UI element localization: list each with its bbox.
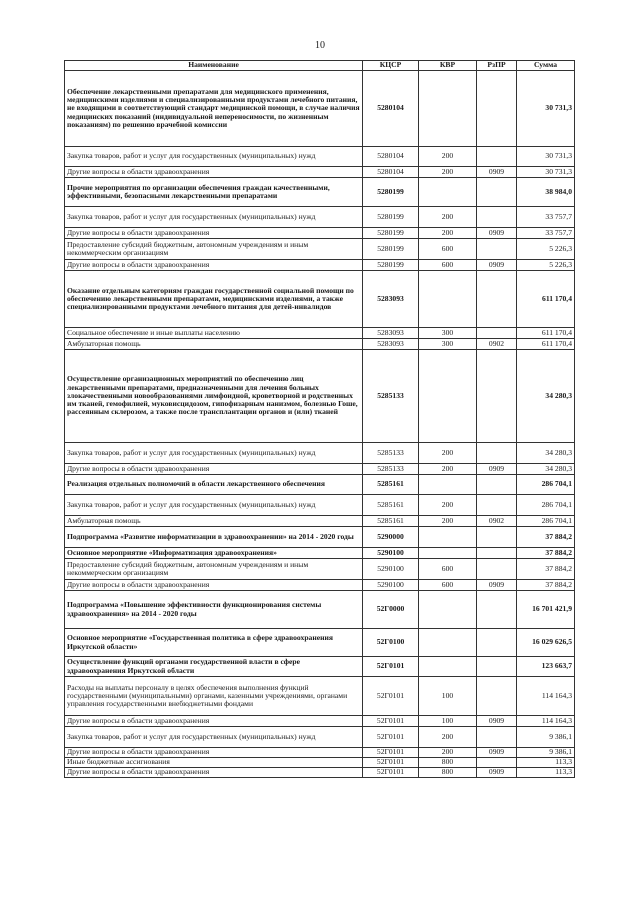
cell-kvr [419,178,477,207]
cell-name: Закупка товаров, работ и услуг для государственных (муниципальных) нужд [65,727,363,748]
cell-name: Иные бюджетные ассигнования [65,758,363,768]
cell-kcsr: 5283093 [363,339,419,350]
cell-sum: 611 170,4 [517,328,575,339]
cell-rzpr: 0909 [477,580,517,591]
cell-kcsr: 5280199 [363,239,419,260]
cell-kcsr: 5290100 [363,580,419,591]
cell-kvr: 200 [419,748,477,758]
cell-sum: 30 731,3 [517,71,575,147]
cell-sum: 37 884,2 [517,527,575,548]
table-header-row [65,61,575,71]
cell-rzpr [477,239,517,260]
cell-rzpr: 0909 [477,464,517,475]
cell-kvr: 200 [419,727,477,748]
cell-rzpr: 0909 [477,768,517,778]
table-row [65,228,575,239]
table-row [65,629,575,657]
cell-name: Другие вопросы в области здравоохранения [65,464,363,475]
cell-kvr [419,271,477,328]
cell-kvr: 200 [419,147,477,167]
table-row [65,495,575,516]
cell-name: Предоставление субсидий бюджетным, автономным учреждениям и иным некоммерческим организациям [65,559,363,580]
budget-table [64,60,575,778]
table-row [65,748,575,758]
cell-sum: 286 704,1 [517,516,575,527]
cell-kcsr: 5285161 [363,475,419,495]
cell-kcsr: 52Г0000 [363,591,419,629]
cell-sum: 34 280,3 [517,443,575,464]
cell-kvr: 200 [419,167,477,178]
header-kcsr: КЦСР [363,61,419,71]
cell-sum: 37 884,2 [517,580,575,591]
cell-rzpr [477,758,517,768]
cell-sum: 9 386,1 [517,748,575,758]
cell-kvr: 100 [419,677,477,716]
cell-name: Осуществление организационных мероприятий по обеспечению лиц лекарственными препаратами, предназначенными для лечения больных злокачественными новообразованиями лимфоидной, кроветворной и родственных им тканей, гемофилией, муковисцидозом, гипофизарным нанизмом, болезнью Гоше, рассеянным склерозом, а также после трансплантации органов и (или) тканей [65,350,363,443]
cell-kcsr: 5290100 [363,548,419,559]
cell-sum: 5 226,3 [517,260,575,271]
cell-kcsr: 5280104 [363,147,419,167]
cell-kcsr: 5285161 [363,516,419,527]
cell-sum: 113,3 [517,758,575,768]
cell-sum: 611 170,4 [517,271,575,328]
cell-name: Основное мероприятие «Государственная политика в сфере здравоохранения Иркутской области» [65,629,363,657]
cell-kcsr: 52Г0100 [363,629,419,657]
cell-kcsr: 52Г0101 [363,748,419,758]
table-row [65,559,575,580]
table-row [65,527,575,548]
cell-sum: 16 029 626,5 [517,629,575,657]
cell-kvr: 300 [419,339,477,350]
cell-rzpr [477,443,517,464]
cell-name: Социальное обеспечение и иные выплаты населению [65,328,363,339]
cell-sum: 33 757,7 [517,207,575,228]
cell-kvr: 200 [419,207,477,228]
cell-kvr: 200 [419,228,477,239]
cell-sum: 611 170,4 [517,339,575,350]
cell-rzpr [477,548,517,559]
cell-sum: 114 164,3 [517,677,575,716]
cell-name: Другие вопросы в области здравоохранения [65,748,363,758]
cell-sum: 5 226,3 [517,239,575,260]
table-row [65,167,575,178]
table-row [65,147,575,167]
cell-rzpr [477,350,517,443]
cell-kcsr: 5290100 [363,559,419,580]
cell-kcsr: 5283093 [363,328,419,339]
cell-name: Закупка товаров, работ и услуг для государственных (муниципальных) нужд [65,495,363,516]
cell-kvr: 600 [419,559,477,580]
cell-kvr: 800 [419,758,477,768]
cell-sum: 286 704,1 [517,495,575,516]
cell-kcsr: 5280104 [363,71,419,147]
cell-kcsr: 5280199 [363,260,419,271]
cell-rzpr: 0909 [477,748,517,758]
cell-rzpr [477,207,517,228]
cell-sum: 34 280,3 [517,464,575,475]
table-row [65,328,575,339]
table-row [65,71,575,147]
cell-sum: 16 701 421,9 [517,591,575,629]
cell-rzpr [477,591,517,629]
cell-kcsr: 5280199 [363,228,419,239]
cell-name: Предоставление субсидий бюджетным, автономным учреждениям и иным некоммерческим организациям [65,239,363,260]
table-row [65,260,575,271]
cell-name: Амбулаторная помощь [65,516,363,527]
table-row [65,207,575,228]
header-kvr: КВР [419,61,477,71]
cell-name: Обеспечение лекарственными препаратами для медицинского применения, медицинскими изделиями и специализированными продуктами лечебного питания, не входящими в соответствующий стандарт медицинской помощи, в случае наличия медицинских показаний (индивидуальной непереносимости, по жизненным показаниям) по решению врачебной комиссии [65,71,363,147]
cell-name: Оказание отдельным категориям граждан государственной социальной помощи по обеспечению лекарственными препаратами, медицинскими изделиями, а также специализированными продуктами лечебного питания для детей-инвалидов [65,271,363,328]
cell-rzpr: 0909 [477,228,517,239]
cell-rzpr: 0909 [477,716,517,727]
cell-name: Другие вопросы в области здравоохранения [65,716,363,727]
cell-rzpr [477,727,517,748]
cell-sum: 114 164,3 [517,716,575,727]
cell-rzpr: 0902 [477,339,517,350]
cell-rzpr: 0909 [477,167,517,178]
cell-rzpr: 0902 [477,516,517,527]
page-number: 10 [315,40,325,51]
cell-name: Другие вопросы в области здравоохранения [65,228,363,239]
table-row [65,716,575,727]
cell-kcsr: 52Г0101 [363,768,419,778]
cell-kcsr: 5285133 [363,464,419,475]
cell-rzpr [477,559,517,580]
cell-name: Подпрограмма «Повышение эффективности функционирования системы здравоохранения» на 2014 - 2020 годы [65,591,363,629]
cell-name: Закупка товаров, работ и услуг для государственных (муниципальных) нужд [65,147,363,167]
cell-rzpr [477,178,517,207]
table-row [65,239,575,260]
cell-sum: 123 663,7 [517,657,575,677]
cell-kcsr: 5280199 [363,178,419,207]
cell-kvr [419,527,477,548]
cell-rzpr [477,475,517,495]
cell-kvr: 100 [419,716,477,727]
cell-sum: 9 386,1 [517,727,575,748]
cell-sum: 30 731,3 [517,147,575,167]
cell-rzpr [477,527,517,548]
cell-name: Прочие мероприятия по организации обеспечения граждан качественными, эффективными, безопасными лекарственными препаратами [65,178,363,207]
table-row [65,178,575,207]
cell-sum: 37 884,2 [517,559,575,580]
cell-kcsr: 5280199 [363,207,419,228]
cell-name: Осуществление функций органами государственной власти в сфере здравоохранения Иркутской области [65,657,363,677]
cell-kcsr: 5290000 [363,527,419,548]
table-row [65,758,575,768]
cell-name: Подпрограмма «Развитие информатизации в здравоохранении» на 2014 - 2020 годы [65,527,363,548]
cell-kcsr: 52Г0101 [363,657,419,677]
cell-kvr: 200 [419,443,477,464]
cell-rzpr [477,677,517,716]
cell-kvr: 200 [419,516,477,527]
cell-kvr: 600 [419,260,477,271]
cell-kvr [419,548,477,559]
cell-rzpr [477,328,517,339]
cell-kcsr: 52Г0101 [363,677,419,716]
header-name: Наименование [65,61,363,71]
cell-sum: 30 731,3 [517,167,575,178]
cell-kvr: 800 [419,768,477,778]
cell-kvr [419,657,477,677]
cell-name: Другие вопросы в области здравоохранения [65,260,363,271]
cell-sum: 33 757,7 [517,228,575,239]
table-row [65,727,575,748]
cell-kvr [419,71,477,147]
cell-kcsr: 52Г0101 [363,716,419,727]
table-row [65,350,575,443]
cell-sum: 37 884,2 [517,548,575,559]
cell-rzpr [477,271,517,328]
cell-sum: 38 984,0 [517,178,575,207]
cell-kcsr: 5285133 [363,350,419,443]
table-row [65,580,575,591]
cell-rzpr [477,147,517,167]
header-sum: Сумма [517,61,575,71]
cell-kcsr: 5285133 [363,443,419,464]
cell-rzpr [477,495,517,516]
cell-rzpr [477,71,517,147]
cell-kvr: 600 [419,239,477,260]
cell-kvr: 200 [419,464,477,475]
cell-name: Основное мероприятие «Информатизация здравоохранения» [65,548,363,559]
cell-sum: 113,3 [517,768,575,778]
table-row [65,516,575,527]
cell-rzpr [477,657,517,677]
cell-name: Другие вопросы в области здравоохранения [65,167,363,178]
cell-kvr: 300 [419,328,477,339]
cell-rzpr: 0909 [477,260,517,271]
table-row [65,464,575,475]
table-row [65,768,575,778]
cell-kvr [419,475,477,495]
cell-name: Другие вопросы в области здравоохранения [65,768,363,778]
cell-kcsr: 52Г0101 [363,727,419,748]
cell-name: Амбулаторная помощь [65,339,363,350]
cell-sum: 286 704,1 [517,475,575,495]
table-row [65,339,575,350]
cell-sum: 34 280,3 [517,350,575,443]
cell-kvr [419,350,477,443]
cell-name: Закупка товаров, работ и услуг для государственных (муниципальных) нужд [65,443,363,464]
table-row [65,677,575,716]
cell-kcsr: 5285161 [363,495,419,516]
table-row [65,657,575,677]
table-row [65,443,575,464]
cell-kvr [419,629,477,657]
table-row [65,548,575,559]
header-rzpr: РзПР [477,61,517,71]
cell-name: Закупка товаров, работ и услуг для государственных (муниципальных) нужд [65,207,363,228]
cell-name: Другие вопросы в области здравоохранения [65,580,363,591]
cell-name: Реализация отдельных полномочий в области лекарственного обеспечения [65,475,363,495]
cell-rzpr [477,629,517,657]
cell-kvr [419,591,477,629]
cell-kcsr: 5283093 [363,271,419,328]
cell-name: Расходы на выплаты персоналу в целях обеспечения выполнения функций государственными (муниципальными) органами, казенными учреждениями, органами управления государственными внебюджетными фондами [65,677,363,716]
table-row [65,591,575,629]
table-row [65,271,575,328]
cell-kvr: 200 [419,495,477,516]
table-row [65,475,575,495]
cell-kcsr: 52Г0101 [363,758,419,768]
cell-kvr: 600 [419,580,477,591]
cell-kcsr: 5280104 [363,167,419,178]
